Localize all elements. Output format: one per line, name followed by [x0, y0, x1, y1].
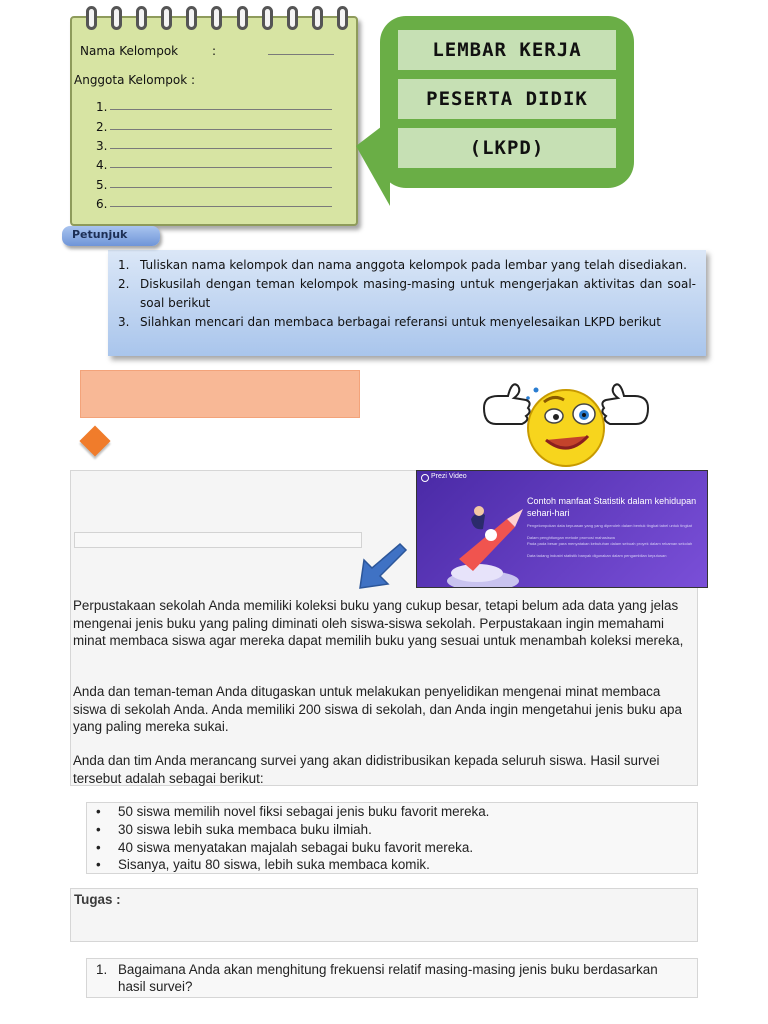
ring-icon [136, 6, 147, 30]
story-paragraph-3: Anda dan tim Anda merancang survei yang akan didistribusikan kepada seluruh siswa. Hasil survei tersebut adalah sebagai berikut: [73, 753, 660, 786]
title-line-2: PESERTA DIDIK [398, 79, 616, 119]
survey-item-text: 50 siswa memilih novel fiksi sebagai jenis buku favorit mereka. [118, 804, 490, 819]
ring-icon [262, 6, 273, 30]
survey-item [96, 804, 489, 819]
instruction-number: 1. [118, 258, 130, 272]
title-line-3: (LKPD) [398, 128, 616, 168]
member-field[interactable] [110, 148, 332, 149]
ring-icon [86, 6, 97, 30]
title-line-1: LEMBAR KERJA [398, 30, 616, 70]
instruction-item [118, 256, 696, 275]
member-field[interactable] [110, 167, 332, 168]
ring-icon [186, 6, 197, 30]
instruction-item [118, 313, 696, 332]
instructions-box [108, 250, 706, 356]
survey-item-text: 30 siswa lebih suka membaca buku ilmiah. [118, 822, 372, 837]
question-number: 1. [96, 962, 108, 977]
ring-icon [312, 6, 323, 30]
member-number: 6. [96, 197, 108, 211]
story-paragraph-1: Perpustakaan sekolah Anda memiliki koleksi buku yang cukup besar, tetapi belum ada data yang jelas mengenai jenis buku yang paling diminati oleh siswa-siswa sekolah. Perpustakaan ingin memahami minat membaca siswa agar mereka dapat memilih buku yang sesuai untuk menambah koleksi mereka, [73, 598, 684, 648]
ring-icon [161, 6, 172, 30]
instruction-number: 2. [118, 277, 130, 291]
video-bullet: Dalam penghitungan metode promosi mahasiswa [527, 535, 615, 540]
instruction-text: Silahkan mencari dan membaca berbagai referansi untuk menyelesaikan LKPD berikut [140, 315, 661, 329]
member-field[interactable] [110, 129, 332, 130]
question-text: Bagaimana Anda akan menghitung frekuensi relatif masing-masing jenis buku berdasarkan hasil survei? [118, 962, 658, 994]
petunjuk-tag: Petunjuk [62, 226, 160, 246]
member-number: 4. [96, 158, 108, 172]
video-label: Prezi Video [431, 473, 467, 480]
video-title: Contoh manfaat Statistik dalam kehidupan sehari-hari [527, 496, 697, 518]
story-paragraph-2: Anda dan teman-teman Anda ditugaskan untuk melakukan penyelidikan mengenai minat membaca siswa di sekolah Anda. Anda memiliki 200 siswa di sekolah, dan Anda ingin mengetahui jenis buku apa yang paling mereka sukai. [73, 684, 682, 734]
video-bullet: Pada pada besar para menyatakan kebutuhan dalam sebuah proyek dalam rekaman sekolah [527, 541, 693, 546]
bullet-icon: • [96, 804, 101, 819]
member-number: 5. [96, 178, 108, 192]
video-bullet: Data tadang industri statistik banyak digunakan dalam pengambilan keputusan [527, 553, 667, 558]
diamond-icon [79, 425, 110, 456]
instruction-item [118, 275, 696, 313]
task-label: Tugas : [74, 892, 121, 907]
instruction-text: Tuliskan nama kelompok dan nama anggota kelompok pada lembar yang telah disediakan. [140, 258, 687, 272]
notepad-rings [86, 6, 348, 32]
survey-item [96, 857, 430, 872]
bullet-icon: • [96, 840, 101, 855]
survey-item [96, 822, 372, 837]
ring-icon [337, 6, 348, 30]
rocket-illustration-icon [437, 489, 527, 588]
section-banner [80, 370, 360, 418]
members-label: Anggota Kelompok : [74, 73, 196, 87]
survey-item-text: Sisanya, yaitu 80 siswa, lebih suka membaca komik. [118, 857, 430, 872]
question-1 [96, 961, 686, 995]
task-panel [70, 888, 698, 942]
member-field[interactable] [110, 109, 332, 110]
survey-item [96, 840, 473, 855]
bullet-icon: • [96, 822, 101, 837]
member-number: 2. [96, 120, 108, 134]
prezi-logo-icon [421, 474, 429, 482]
text-field[interactable] [74, 532, 362, 548]
ring-icon [111, 6, 122, 30]
member-field[interactable] [110, 187, 332, 188]
member-field[interactable] [110, 206, 332, 207]
group-name-label: Nama Kelompok [80, 44, 179, 58]
thumbs-up-smiley-icon [478, 376, 654, 468]
instruction-number: 3. [118, 315, 130, 329]
prezi-video-thumbnail[interactable] [416, 470, 708, 588]
member-number: 3. [96, 139, 108, 153]
group-name-colon: : [212, 44, 217, 58]
ring-icon [237, 6, 248, 30]
video-bullet: Pengelompokan data kepuasan yang yang diperoleh dalam bentuk tingkat tabel untuk tingkat [527, 523, 693, 528]
member-number: 1. [96, 100, 108, 114]
survey-item-text: 40 siswa menyatakan majalah sebagai buku favorit mereka. [118, 840, 474, 855]
bullet-icon: • [96, 857, 101, 872]
ring-icon [211, 6, 222, 30]
group-name-field[interactable] [268, 54, 334, 55]
ring-icon [287, 6, 298, 30]
instruction-text: Diskusilah dengan teman kelompok masing-masing untuk mengerjakan aktivitas dan soal-soal berikut [140, 277, 696, 310]
arrow-down-left-icon [356, 540, 408, 592]
